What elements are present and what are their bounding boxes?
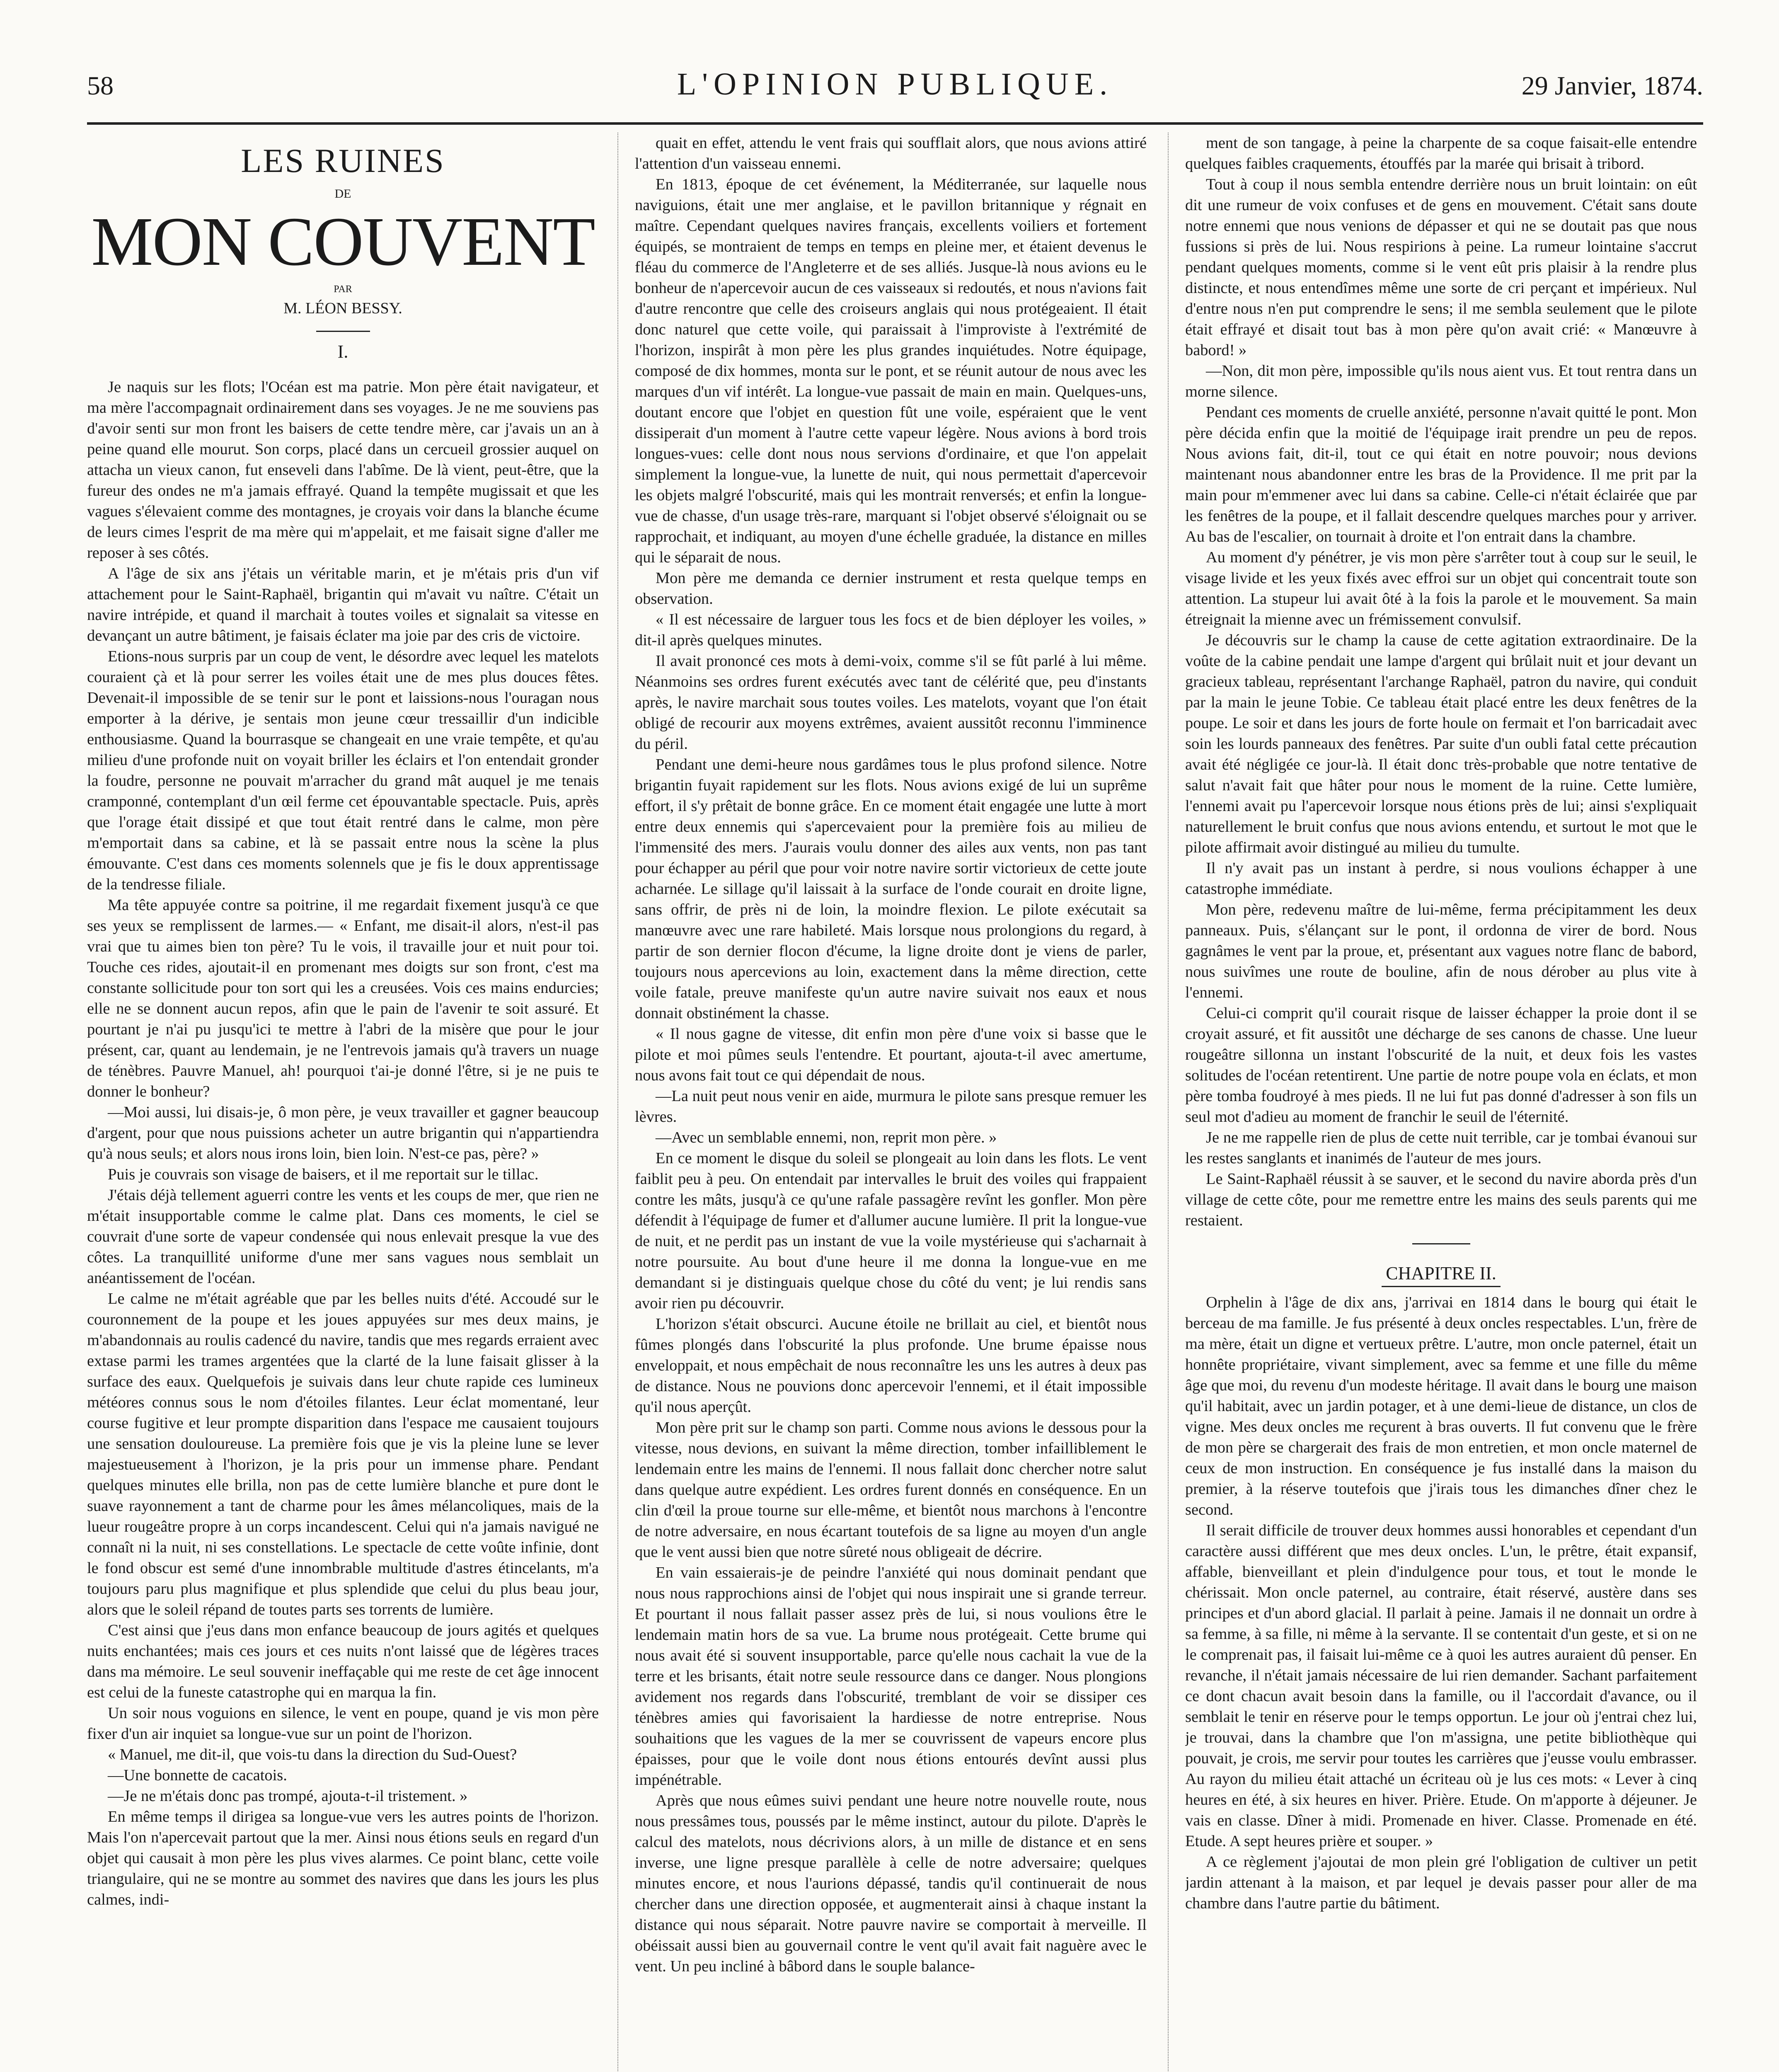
paragraph: Je ne me rappelle rien de plus de cette nuit terrible, car je tombai évanoui sur les restes sanglants et inanimés de l'auteur de mes jours. (1185, 1129, 1697, 1167)
paragraph: —Moi aussi, lui disais-je, ô mon père, je veux travailler et gagner beaucoup d'argent, pour que nous puissions acheter un autre brigantin qui n'appartiendra qu'à nous seuls; et alors nous irons loin, bien loin. N'est-ce pas, père? » (87, 1104, 599, 1162)
paragraph: —Avec un semblable ennemi, non, reprit mon père. » (656, 1129, 997, 1146)
paragraph: Puis je couvrais son visage de baisers, et il me reportait sur le tillac. (108, 1166, 539, 1183)
issue-date: 29 Janvier, 1874. (1521, 71, 1703, 100)
paragraph: Mon père, redevenu maître de lui-même, ferma précipitamment les deux panneaux. Puis, s'élançant sur le pont, il ordonna de virer de bord. Nous gagnâmes le vent par la proue, et, présentant aux vagues notre flanc de babord, nous suivîmes une route de bouline, afin de nous dérober au plus vite à l'ennemi. (1185, 901, 1697, 1001)
article-supertitle: LES RUINES (241, 142, 445, 179)
paragraph: Pendant ces moments de cruelle anxiété, personne n'avait quitté le pont. Mon père décida enfin que la moitié de l'équipage irait prendre un peu de repos. Nous avions fait, dit-il, tout ce qui était en notre pouvoir; nous devions maintenant nous abandonner entre les bras de la Providence. Il me prit par la main pour m'emmener avec lui dans sa cabine. Celle-ci n'était éclairée que par les fenêtres de la poupe, et il fallait descendre quelques marches pour y arriver. Au bas de l'escalier, on tournait à droite et l'on entrait dans la chambre. (1185, 404, 1697, 545)
paragraph: —Non, dit mon père, impossible qu'ils nous aient vus. Et tout rentra dans un morne silence. (1185, 362, 1697, 400)
paragraph: « Manuel, me dit-il, que vois-tu dans la direction du Sud-Ouest? (108, 1746, 517, 1763)
paragraph: —La nuit peut nous venir en aide, murmura le pilote sans presque remuer les lèvres. (635, 1087, 1147, 1126)
section-rule (1412, 1243, 1470, 1244)
paragraph: Le Saint-Raphaël réussit à se sauver, et le second du navire aborda près d'un village de cette côte, pour me remettre entre les mains des seuls parents qui me restaient. (1185, 1170, 1697, 1229)
paragraph: A ce règlement j'ajoutai de mon plein gré l'obligation de cultiver un petit jardin attenant à la maison, et par lequel je devais passer pour aller de ma chambre dans l'autre partie du bâtiment. (1185, 1853, 1697, 1912)
paragraph: « Il nous gagne de vitesse, dit enfin mon père d'une voix si basse que le pilote et moi pûmes seuls l'entendre. Et pourtant, ajouta-t-il avec amertume, nous avons fait tout ce qui dépendait de nous. (635, 1025, 1147, 1084)
paragraph: En 1813, époque de cet événement, la Méditerranée, sur laquelle nous naviguions, était une mer anglaise, et le pavillon britannique y régnait en maître. Cependant quelques navires français, excellents voiliers et fortement équipés, se montraient de temps en temps en pleine mer, et étaient devenus le fléau du commerce de l'Angleterre et de ses alliés. Jusque-là nous avions eu le bonheur de n'apercevoir aucun de ces vaisseaux si redoutés, et nous n'avions fait d'autre rencontre que celle des croiseurs anglais qui nous protégeaient. Il était donc naturel que cette voile, qui paraissait à l'improviste à l'extrémité de l'horizon, inspirât à mon père les plus grandes inquiétudes. Notre équipage, composé de dix hommes, monta sur le pont, et se réunit autour de nous avec les marques d'un vif intérêt. La longue-vue passait de main en main. Quelques-uns, doutant encore que l'objet en question fût une voile, espéraient que le vent dissiperait d'un moment à l'autre cette vapeur légère. Nous avions à bord trois longues-vues: celle dont nous nous servions d'ordinaire, et que l'on appelait simplement la longue-vue, la lunette de nuit, qui nous permettait d'apercevoir les objets malgré l'obscurité, mais qui les montrait renversés; et enfin la longue-vue de chasse, d'un usage très-rare, marquant si l'objet observé s'éloignait ou se rapprochait, et indiquant, au moyen d'une échelle graduée, la distance en milles qui le séparait de nous. (635, 176, 1147, 566)
column-3-text-continued (1185, 1292, 1697, 1914)
paragraph: J'étais déjà tellement aguerri contre les vents et les coups de mer, que rien ne m'était insupportable comme le calme plat. Dans ces moments, le ciel se couvrait d'une sorte de vapeur condensée qui nous enlevait presque la vue des côtes. La tranquillité uniforme d'une mer sans vagues nous semblait un anéantissement de l'océan. (87, 1186, 599, 1287)
chapter-heading (1185, 1261, 1697, 1287)
column-divider (1168, 133, 1169, 2072)
column-3-text (1185, 133, 1697, 1231)
paragraph: Il n'y avait pas un instant à perdre, si nous voulions échapper à une catastrophe immédiate. (1185, 859, 1697, 898)
paragraph: Tout à coup il nous sembla entendre derrière nous un bruit lointain: on eût dit une rumeur de voix confuses et de gens en mouvement. C'était sans doute notre ennemi que nous venions de dépasser et qui ne se doutait pas que nous fussions si près de lui. Nous respirions à peine. La rumeur lointaine s'accrut pendant quelques moments, comme si le vent eût pris plaisir à la rendre plus distincte, et nous entendîmes même une sorte de cri perçant et impérieux. Nul d'entre nous n'en put comprendre le sens; il me sembla seulement que le pilote était effrayé et disait tout bas à mon père qu'on avait crié: « Manœuvre à babord! » (1185, 176, 1697, 359)
paragraph: Pendant une demi-heure nous gardâmes tous le plus profond silence. Notre brigantin fuyait rapidement sur les flots. Nous avions exigé de lui un suprême effort, il s'y prêtait de bonne grâce. En ce moment était engagée une lutte à mort entre deux ennemis qui s'apercevaient pour la première fois au milieu de l'immensité des mers. J'aurais voulu donner des ailes aux vents, non pas tant pour échapper au péril que pour voir notre navire sortir victorieux de cette joute acharnée. Le sillage qu'il laissait à la surface de l'onde courait en droite ligne, sans offrir, de près ni de loin, la moindre flexion. Le pilote exécutait sa manœuvre avec une rare habileté. Mais lorsque nous prolongions du regard, à partir de son dernier flocon d'écume, la ligne droite dont je viens de parler, toujours nous apercevions au loin, exactement dans la même direction, cette voile fatale, preuve manifeste qu'un autre navire suivait nos eaux et nous donnait obstinément la chasse. (635, 756, 1147, 1022)
masthead (87, 62, 1703, 116)
article-title: MON COUVENT (91, 203, 595, 280)
column-1-text (87, 377, 599, 1910)
article-par: PAR (334, 284, 352, 295)
paragraph: A l'âge de six ans j'étais un véritable marin, et je m'étais pris d'un vif attachement pour le Saint-Raphaël, brigantin qui m'avait vu naître. C'était un navire intrépide, et quand il marchait à toutes voiles et signalait sa vitesse en devançant un autre bâtiment, je faisais éclater ma joie par des cris de victoire. (87, 565, 599, 644)
paragraph: C'est ainsi que j'eus dans mon enfance beaucoup de jours agités et quelques nuits enchantées; mais ces jours et ces nuits n'ont laissé que de légères traces dans ma mémoire. Le seul souvenir ineffaçable qui me reste de cet âge innocent est celui de la funeste catastrophe qui en marqua la fin. (87, 1622, 599, 1701)
paragraph: Mon père prit sur le champ son parti. Comme nous avions le dessous pour la vitesse, nous devions, en suivant la même direction, tomber infailliblement le lendemain entre les mains de l'ennemi. Il nous fallait donc chercher notre salut dans quelque autre expédient. Les ordres furent donnés en conséquence. En un clin d'œil la proue tourne sur elle-même, et bientôt nous marchons à l'encontre de notre adversaire, en nous écartant toutefois de sa ligne au moyen d'un angle que le vent aussi bien que notre sûreté nous obligeait de décrire. (635, 1419, 1147, 1561)
article-header (87, 140, 599, 364)
title-rule (316, 331, 370, 332)
paragraph: Je découvris sur le champ la cause de cette agitation extraordinaire. De la voûte de la cabine pendait une lampe d'argent qui brûlait nuit et jour devant un gracieux tableau, représentant l'archange Raphaël, patron du navire, qui conduit par la main le jeune Tobie. Ce tableau était placé entre les deux fenêtres de la poupe. Le soir et dans les jours de forte houle on fermait et l'on barricadait avec soin les lourds panneaux des fenêtres. Par suite d'un oubli fatal cette précaution avait été négligée ce jour-là. Il était donc très-probable que notre tentative de salut n'avait fait que hâter pour nous le moment de la ruine. Cette lumière, l'ennemi avait pu l'apercevoir lorsque nous étions près de lui; ainsi s'expliquait naturellement le bruit confus que nous avions entendu, et surtout le mot que le pilote affirmait avoir distingué au milieu du tumulte. (1185, 632, 1697, 856)
paragraph: Après que nous eûmes suivi pendant une heure notre nouvelle route, nous nous pressâmes tous, poussés par le même instinct, autour du pilote. D'après le calcul des matelots, nous décrivions alors, à un mille de distance et en sens inverse, une ligne presque parallèle à celle de notre adversaire; quelques minutes encore, et nous l'aurions dépassé, tandis qu'il continuerait de nous chercher dans une direction opposée, et augmenterait ainsi à chaque instant la distance qui nous séparait. Notre pauvre navire se comportait à merveille. Il obéissait aussi bien au gouvernail contre le vent qu'il avait fait naguère avec le vent. Un peu incliné à bâbord dans le souple balance- (635, 1792, 1147, 1975)
paragraph: Orphelin à l'âge de dix ans, j'arrivai en 1814 dans le bourg qui était le berceau de ma famille. Je fus présenté à deux oncles respectables. L'un, frère de ma mère, était un digne et vertueux prêtre. L'autre, mon oncle paternel, était un honnête propriétaire, vivant simplement, avec sa femme et une fille du même âge que moi, du revenu d'un modeste héritage. Il avait dans le bourg une maison qu'il habitait, avec un jardin potager, et à une demi-lieue de distance, un clos de vigne. Mes deux oncles me reçurent à bras ouverts. Il fut convenu que le frère de mon père se chargerait des frais de mon entretien, et mon oncle maternel de ceux de mon instruction. En conséquence je fus installé dans la maison du premier, à la réserve toutefois que j'irais tous les dimanches dîner chez le second. (1185, 1294, 1697, 1518)
chapter-number: I. (337, 341, 349, 362)
masthead-rule (87, 122, 1703, 125)
column-1 (87, 133, 599, 2072)
paragraph: « Il est nécessaire de larguer tous les focs et de bien déployer les voiles, » dit-il après quelques minutes. (635, 611, 1147, 649)
column-3 (1185, 133, 1697, 2072)
paragraph: Etions-nous surpris par un coup de vent, le désordre avec lequel les matelots couraient çà et là pour serrer les voiles était une de mes plus douces fêtes. Devenait-il impossible de se tenir sur le pont et laissions-nous l'ouragan nous emporter à la dérive, je sentais mon jeune cœur tressaillir d'un indicible enthousiasme. Quand la bourrasque se changeait en une vraie tempête, et qu'au milieu d'une profonde nuit on voyait briller les éclairs et l'on entendait gronder la foudre, personne ne pouvait m'arracher du grand mât auquel je me tenais cramponné, contemplant d'un œil ferme cet épouvantable spectacle. Puis, après que l'orage était dissipé et que tout était rentré dans le calme, mon père m'emportait dans sa cabine, et là se passait entre nous la scène la plus émouvante. C'est dans ces moments solennels que je fis le doux apprentissage de la tendresse filiale. (87, 648, 599, 893)
paragraph: Au moment d'y pénétrer, je vis mon père s'arrêter tout à coup sur le seuil, le visage livide et les yeux fixés avec effroi sur un objet qui concentrait toute son attention. La stupeur lui avait ôté à la fois la parole et le mouvement. Sa main étreignait la mienne avec un frémissement convulsif. (1185, 549, 1697, 628)
paragraph: En vain essaierais-je de peindre l'anxiété qui nous dominait pendant que nous nous rapprochions ainsi de l'objet qui nous inspirait une si grande terreur. Et pourtant il nous fallait passer assez près de lui, si nous voulions être le lendemain matin hors de sa vue. La brume nous protégeait. Cette brume qui nous avait été si souvent insupportable, parce qu'elle nous cachait la vue de la terre et les brisants, était notre seule ressource dans ce danger. Nous plongions avidement nos regards dans l'obscurité, tremblant de voir se dissiper ces ténèbres amies qui favorisaient la hardiesse de notre entreprise. Nous souhaitions que les vagues de la mer se couvrissent de vapeurs encore plus épaisses, pour que le voile dont nous étions entourés devînt aussi plus impénétrable. (635, 1564, 1147, 1789)
paragraph: L'horizon s'était obscurci. Aucune étoile ne brillait au ciel, et bientôt nous fûmes plongés dans l'obscurité la plus profonde. Une brume épaisse nous enveloppait, et nous empêchait de nous reconnaître les uns les autres à deux pas de distance. Nous ne pouvions donc apercevoir l'ennemi, et il était impossible qu'il nous aperçût. (635, 1315, 1147, 1416)
paragraph: Il avait prononcé ces mots à demi-voix, comme s'il se fût parlé à lui même. Néanmoins ses ordres furent exécutés avec tant de célérité que, peu d'instants après, le navire marchait sous toutes voiles. Les matelots, voyant que l'on était obligé de recourir aux moyens extrêmes, avaient aussitôt reconnu l'imminence du péril. (635, 652, 1147, 753)
paragraph: Il serait difficile de trouver deux hommes aussi honorables et cependant d'un caractère aussi différent que mes deux oncles. L'un, le prêtre, était expansif, affable, bienveillant et plein d'indulgence pour tous, et tout le monde le chérissait. Mon oncle paternel, au contraire, était réservé, austère dans ses principes et d'un abord glacial. Il parlait à peine. Jamais il ne donnait un ordre à sa femme, à sa fille, ni même à la servante. Il se contentait d'un geste, et si on ne le comprenait pas, il faisait lui-même ce à quoi les autres auraient dû penser. En revanche, il n'était jamais nécessaire de lui rien demander. Sachant parfaitement ce dont chacun avait besoin dans la famille, ou il l'accordait d'avance, ou il semblait le tenir en réserve pour le temps opportun. Le jour où j'entrai chez lui, je trouvai, dans la chambre que l'on m'assigna, une petite bibliothèque qui pouvait, je crois, me servir pour toutes les carrières que j'eusse voulu embrasser. Au rayon du milieu était attaché un écriteau où je lus ces mots: « Lever à cinq heures en été, à six heures en hiver. Prière. Etude. On m'apporte à déjeuner. Je vais en classe. Dîner à midi. Promenade en hiver. Classe. Promenade en été. Etude. A sept heures prière et souper. » (1185, 1522, 1697, 1850)
publication-title: L'OPINION PUBLIQUE. (677, 67, 1113, 102)
paragraph: —Je ne m'étais donc pas trompé, ajouta-t-il tristement. » (108, 1787, 468, 1805)
column-2-text (635, 133, 1147, 1977)
paragraph: En même temps il dirigea sa longue-vue vers les autres points de l'horizon. Mais l'on n'apercevait partout que la mer. Ainsi nous étions seuls en regard d'un objet qui causait à mon père les plus vives alarmes. Ce point blanc, cette voile triangulaire, qui ne se montre au sommet des navires que dans les jours les plus calmes, indi- (87, 1808, 599, 1908)
page-number: 58 (87, 71, 114, 100)
paragraph: ment de son tangage, à peine la charpente de sa coque faisait-elle entendre quelques faibles craquements, étouffés par la marée qui brisait à tribord. (1185, 134, 1697, 172)
paragraph: Le calme ne m'était agréable que par les belles nuits d'été. Accoudé sur le couronnement de la poupe et les joues appuyées sur mes deux mains, je m'abandonnais au roulis cadencé du navire, tandis que mes regards erraient avec extase parmi les trames argentées que la clarté de la lune faisait glisser à la surface des eaux. Quelquefois je suivais dans leur chute rapide ces lumineux météores connus sous le nom d'étoiles filantes. Leur éclat momentané, leur course fugitive et leur prompte disparition dans l'espace me causaient toujours une sensation douloureuse. La première fois que je vis la pleine lune se lever majestueusement à l'horizon, je la pris pour un immense phare. Pendant quelques minutes elle brilla, non pas de cette lumière blanche et pure dont le suave rayonnement a tant de charme pour les âmes mélancoliques, mais de la lueur rougeâtre propre à un corps incandescent. Celui qui n'a jamais navigué ne connaît ni la nuit, ni ses constellations. Le spectacle de cette voûte infinie, dont le fond obscur est semé d'une innombrable multitude d'astres étincelants, m'a toujours paru plus magnifique et plus splendide que celui du plus beau jour, alors que le soleil répand de toutes parts ses torrents de lumière. (87, 1290, 599, 1618)
paragraph: Celui-ci comprit qu'il courait risque de laisser échapper la proie dont il se croyait assuré, et fit aussitôt une décharge de ses canons de chasse. Une lueur rougeâtre sillonna un instant l'obscurité de la nuit, et deux fois les vastes solitudes de l'océan retentirent. Une partie de notre poupe vola en éclats, et mon père tomba foudroyé à mes pieds. Il ne lui fut pas donné d'adresser à son fils un seul mot d'adieu au moment de franchir le seuil de l'éternité. (1185, 1005, 1697, 1126)
paragraph: Je naquis sur les flots; l'Océan est ma patrie. Mon père était navigateur, et ma mère l'accompagnait ordinairement dans ses voyages. Je ne me souviens pas d'avoir senti sur mon front les baisers de cette tendre mère, car j'avais un an à peine quand elle mourut. Son corps, placé dans un cercueil grossier auquel on attacha un vieux canon, fut enseveli dans l'abîme. De là vient, peut-être, que la fureur des ondes ne m'a jamais effrayé. Quand la tempête mugissait et que les vagues s'élevaient comme des montagnes, je croyais voir dans la blanche écume de leurs cimes l'esprit de ma mère qui m'appelait, et me faisait signe d'aller me reposer à ses côtés. (87, 378, 599, 562)
paragraph: —Une bonnette de cacatois. (108, 1767, 287, 1784)
column-divider (617, 133, 618, 2072)
chapter-title: CHAPITRE II. (1382, 1261, 1500, 1287)
article-author: M. LÉON BESSY. (283, 300, 402, 317)
paragraph: Mon père me demanda ce dernier instrument et resta quelque temps en observation. (635, 569, 1147, 608)
paragraph: En ce moment le disque du soleil se plongeait au loin dans les flots. Le vent faiblit peu à peu. On entendait par intervalles le bruit des voiles qui frappaient contre les mâts, jusqu'à ce qu'une rafale passagère revînt les gonfler. Mon père défendit à l'équipage de fumer et d'allumer aucune lumière. Il prit la longue-vue de nuit, et ne perdit pas un instant de vue la voile mystérieuse qui s'acharnait à notre poursuite. Au bout d'une heure il me donna la longue-vue en me demandant si je distinguais quelque chose du côté du vent; je lui rendis sans avoir rien pu découvrir. (635, 1150, 1147, 1312)
paragraph: quait en effet, attendu le vent frais qui soufflait alors, que nous avions attiré l'attention d'un vaisseau ennemi. (635, 134, 1147, 172)
paragraph: Ma tête appuyée contre sa poitrine, il me regardait fixement jusqu'à ce que ses yeux se remplissent de larmes.— « Enfant, me disait-il alors, n'est-il pas vrai que tu aimes bien ton père? Tu le vois, il travaille jour et nuit pour toi. Touche ces rides, ajoutait-il en promenant mes doigts sur son front, c'est ma constante sollicitude pour ton sort qui les a creusées. Vois ces mains endurcies; elle ne se donnent aucun repos, afin que le pain de l'avenir te soit assuré. Et pourtant je n'ai pu jusqu'ici te mettre à l'abri de la misère que pour le jour présent, car, quant au lendemain, je ne l'entrevois jamais qu'à travers un nuage de ténèbres. Pauvre Manuel, ah! pourquoi t'ai-je donné l'être, si je ne puis te donner le bonheur? (87, 896, 599, 1100)
article-de: DE (334, 187, 351, 201)
paragraph: Un soir nous voguions en silence, le vent en poupe, quand je vis mon père fixer d'un air inquiet sa longue-vue sur un point de l'horizon. (87, 1704, 599, 1743)
column-2 (635, 133, 1147, 2072)
